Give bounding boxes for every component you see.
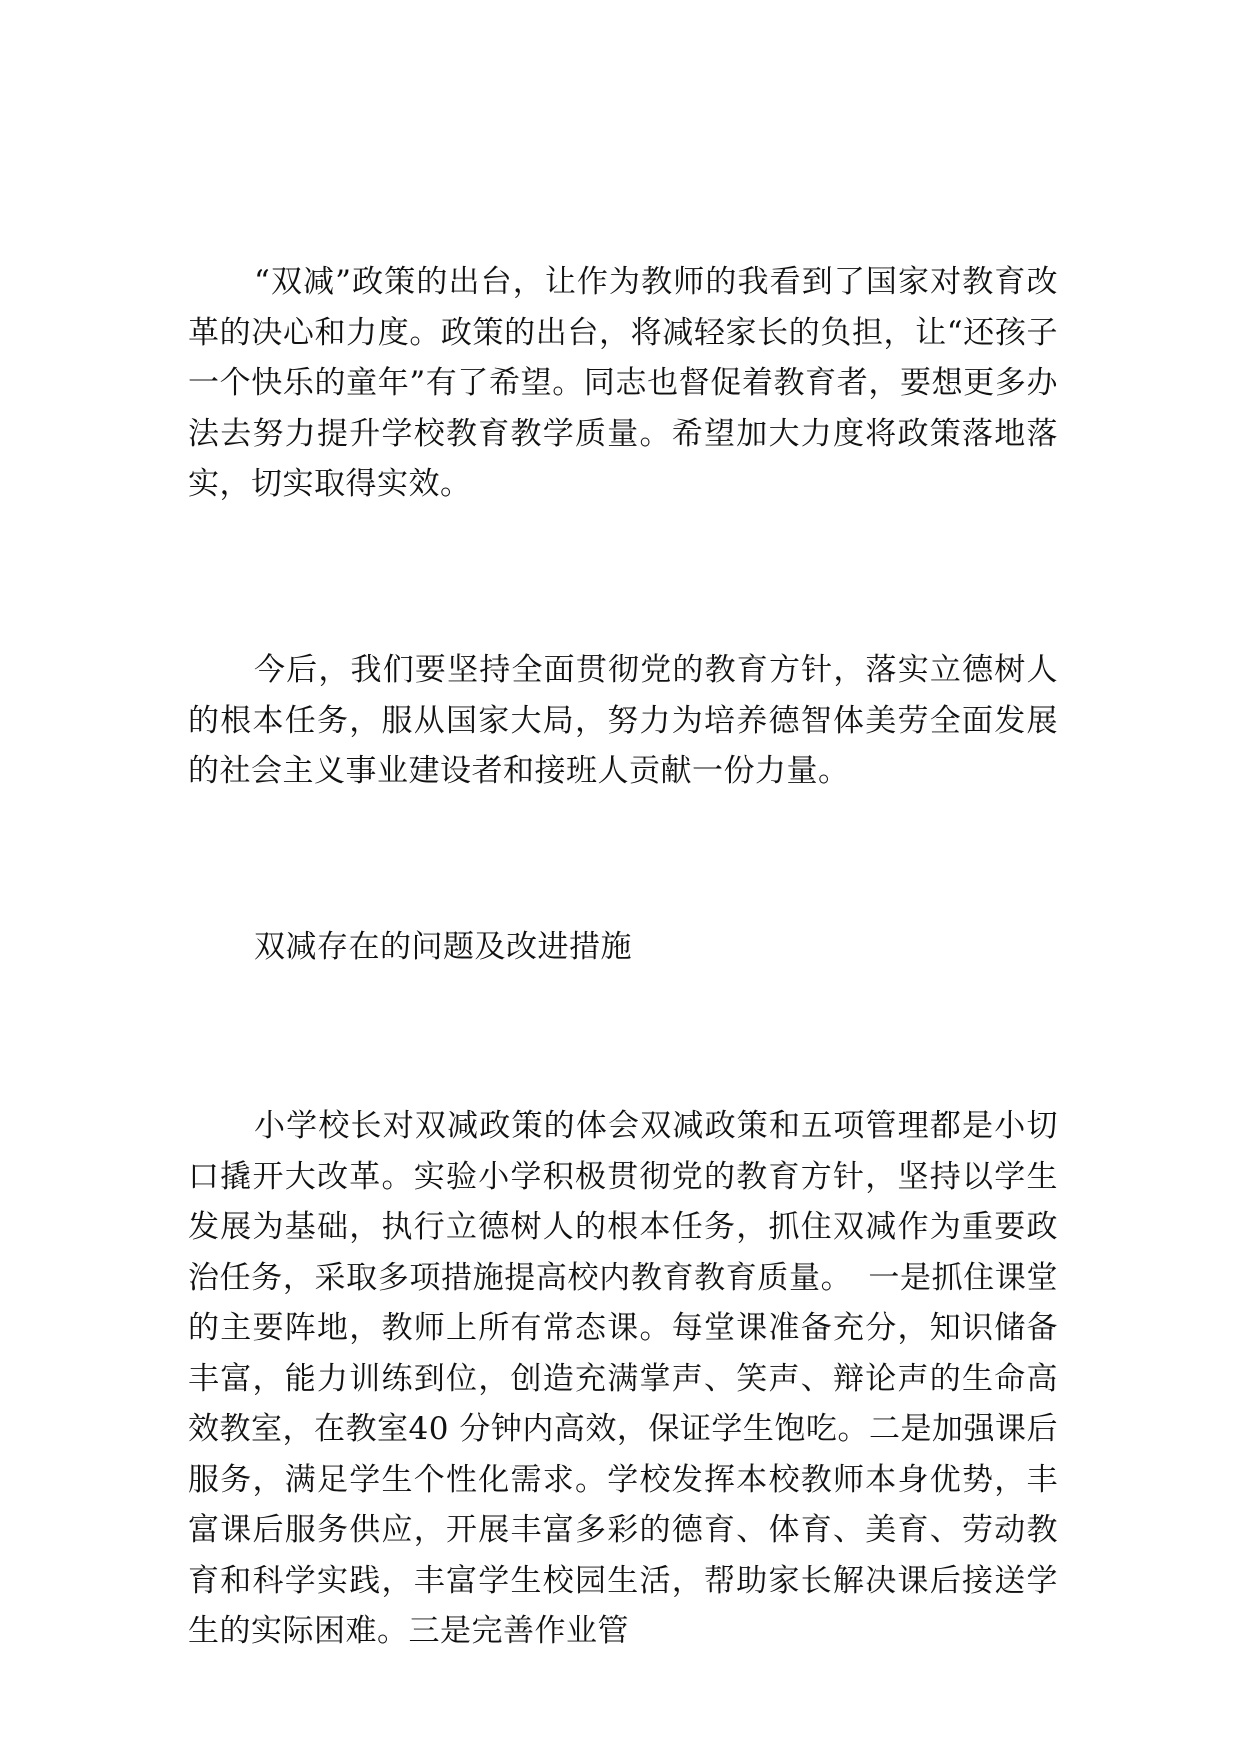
paragraph-future-commitment: 今后，我们要坚持全面贯彻党的教育方针，落实立德树人的根本任务，服从国家大局，努力为培养德智体美劳全面发展的社会主义事业建设者和接班人贡献一份力量。 <box>188 652 1058 789</box>
section-heading: 双减存在的问题及改进措施 <box>254 929 632 965</box>
paragraph-principal-measures: 小学校长对双减政策的体会双减政策和五项管理都是小切口撬开大改革。实验小学积极贯彻党的教育方针，坚持以学生发展为基础，执行立德树人的根本任务，抓住双减作为重要政治任务，采取多项措施提高校内教育教育质量。 一是抓住课堂的主要阵地，教师上所有常态课。每堂课准备充分，知识储备丰富，能力训练到位，创造充满掌声、笑声、辩论声的生命高效教室，在教室40 分钟内高效，保证学生饱吃。二是加强课后服务，满足学生个性化需求。学校发挥本校教师本身优势，丰富课后服务供应，开展丰富多彩的德育、体育、美育、劳动教育和科学实践，丰富学生校园生活，帮助家长解决课后接送学生的实际困难。三是完善作业管 <box>188 1108 1058 1649</box>
paragraph-policy-reflection: “双减”政策的出台，让作为教师的我看到了国家对教育改革的决心和力度。政策的出台，将减轻家长的负担，让“还孩子一个快乐的童年”有了希望。同志也督促着教育者，要想更多办法去努力提升学校教育教学质量。希望加大力度将政策落地落实，切实取得实效。 <box>188 264 1058 502</box>
